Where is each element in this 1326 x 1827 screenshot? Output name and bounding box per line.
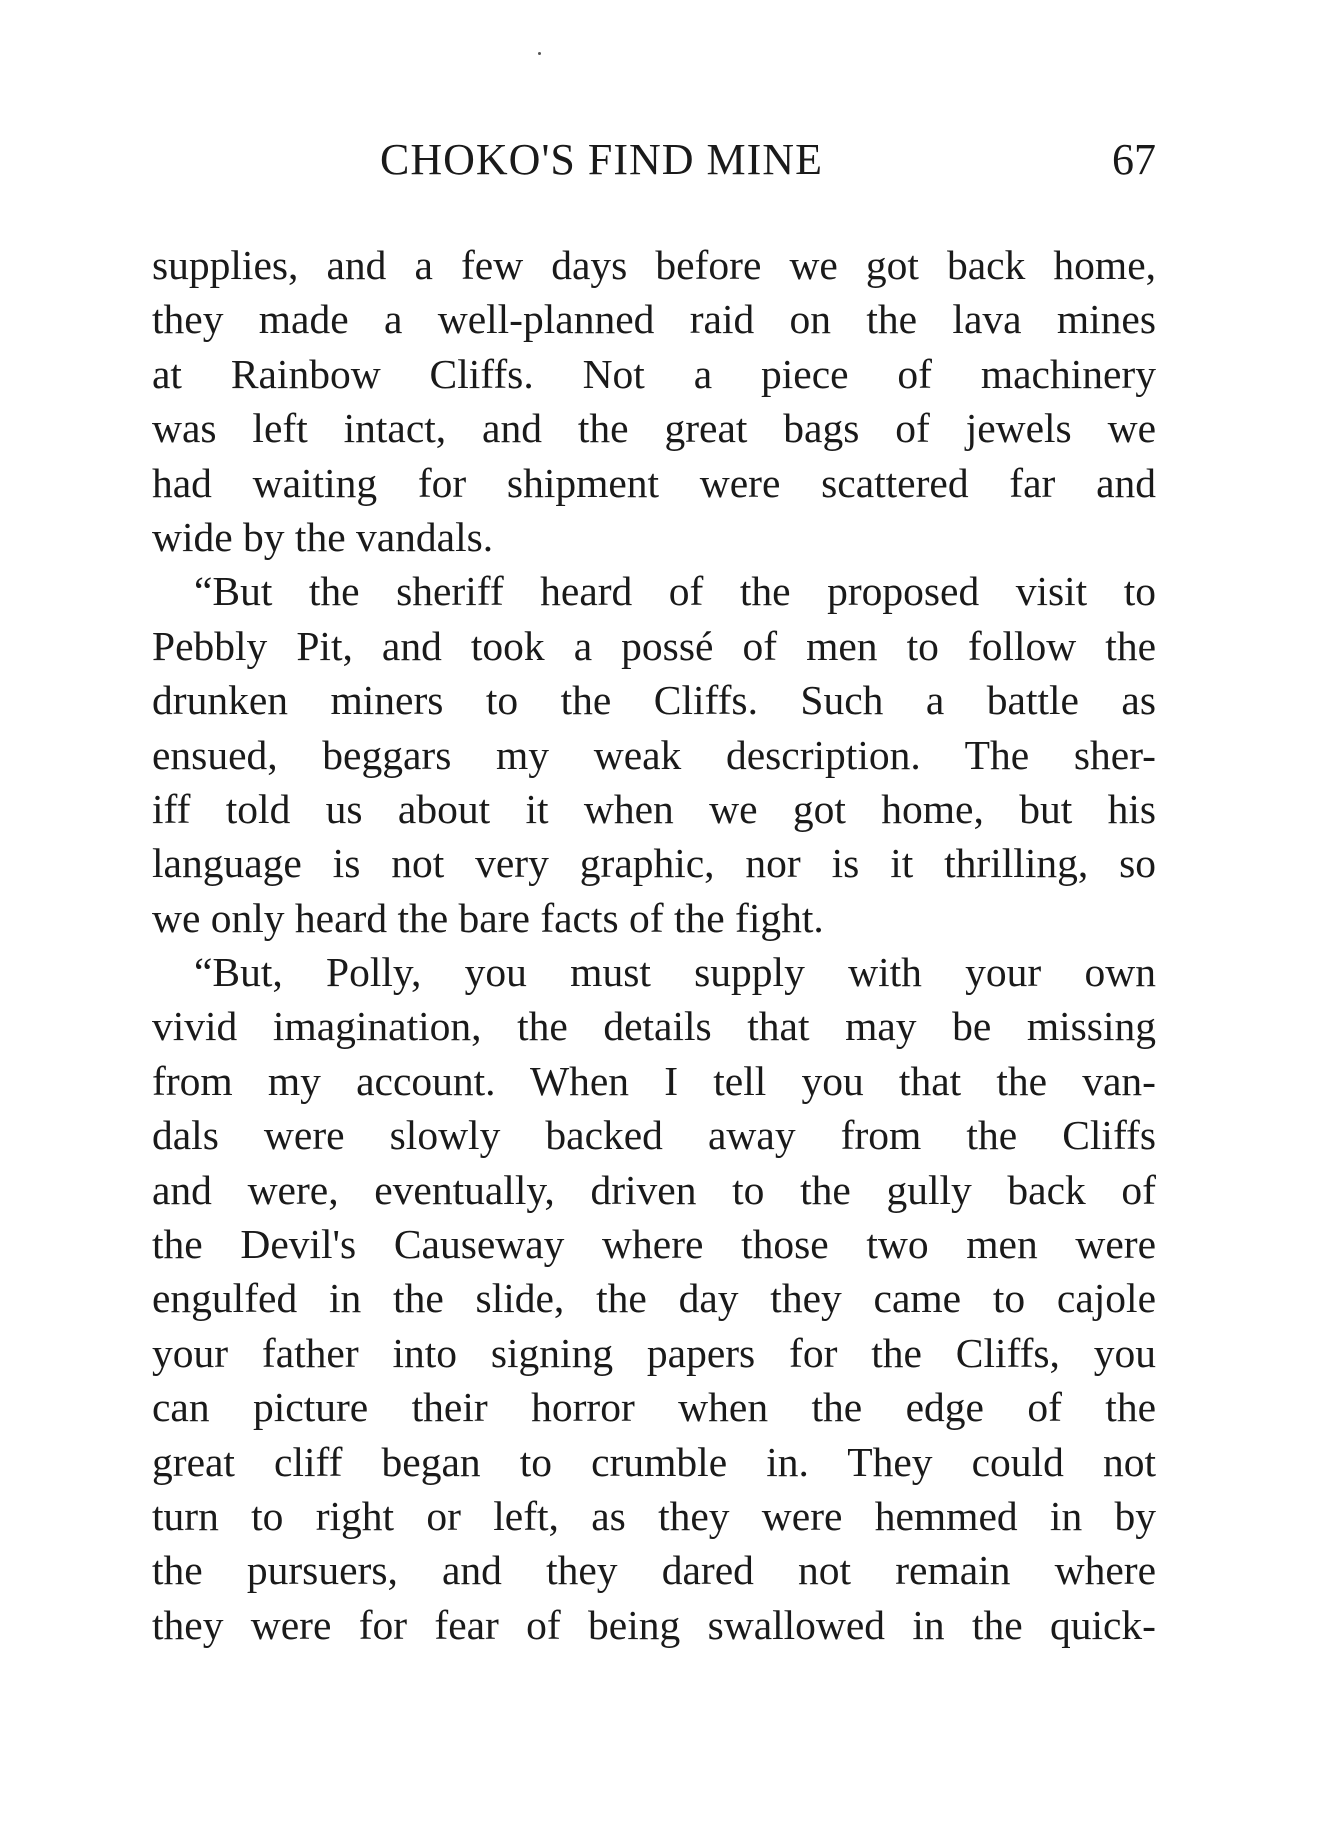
text-line: dals were slowly backed away from the Cliffs [152,1112,1156,1159]
text-line: engulfed in the slide, the day they came to cajole [152,1275,1156,1322]
text-line: wide by the vandals. [152,513,494,560]
running-head [152,130,1156,190]
text-line: was left intact, and the great bags of jewels we [152,405,1156,452]
text-line: turn to right or left, as they were hemmed in by [152,1492,1156,1539]
text-line: ensued, beggars my weak description. The sher- [152,731,1156,778]
page-number: 67 [1112,135,1156,184]
text-line: drunken miners to the Cliffs. Such a battle as [152,677,1156,724]
text-line: language is not very graphic, nor is it thrilling, so [152,840,1156,887]
body-text [152,238,1156,1652]
text-line: they made a well-planned raid on the lava mines [152,296,1156,343]
text-line: supplies, and a few days before we got back home, [152,242,1156,288]
text-line: and were, eventually, driven to the gully back of [152,1166,1156,1213]
text-line: can picture their horror when the edge of the [152,1384,1156,1431]
text-line: the pursuers, and they dared not remain where [152,1547,1156,1594]
running-title: CHOKO'S FIND MINE [380,135,823,184]
text-line: vivid imagination, the details that may be missing [152,1003,1156,1050]
scan-speck [538,52,541,55]
text-line: great cliff began to crumble in. They could not [152,1438,1156,1485]
text-line: at Rainbow Cliffs. Not a piece of machinery [152,350,1156,397]
text-line: we only heard the bare facts of the fight. [152,894,824,941]
text-line: Pebbly Pit, and took a possé of men to follow the [152,622,1156,669]
text-line: your father into signing papers for the Cliffs, you [152,1329,1156,1376]
paragraph [152,238,1156,564]
text-line: “But the sheriff heard of the proposed visit to [194,568,1156,615]
text-line: they were for fear of being swallowed in the quick- [152,1601,1156,1648]
text-line: iff told us about it when we got home, but his [152,785,1156,832]
text-line: had waiting for shipment were scattered far and [152,459,1156,506]
text-line: from my account. When I tell you that the van- [152,1057,1156,1104]
text-line: “But, Polly, you must supply with your own [194,949,1156,996]
text-line: the Devil's Causeway where those two men were [152,1221,1156,1268]
paragraph [152,564,1156,945]
paragraph [152,945,1156,1652]
